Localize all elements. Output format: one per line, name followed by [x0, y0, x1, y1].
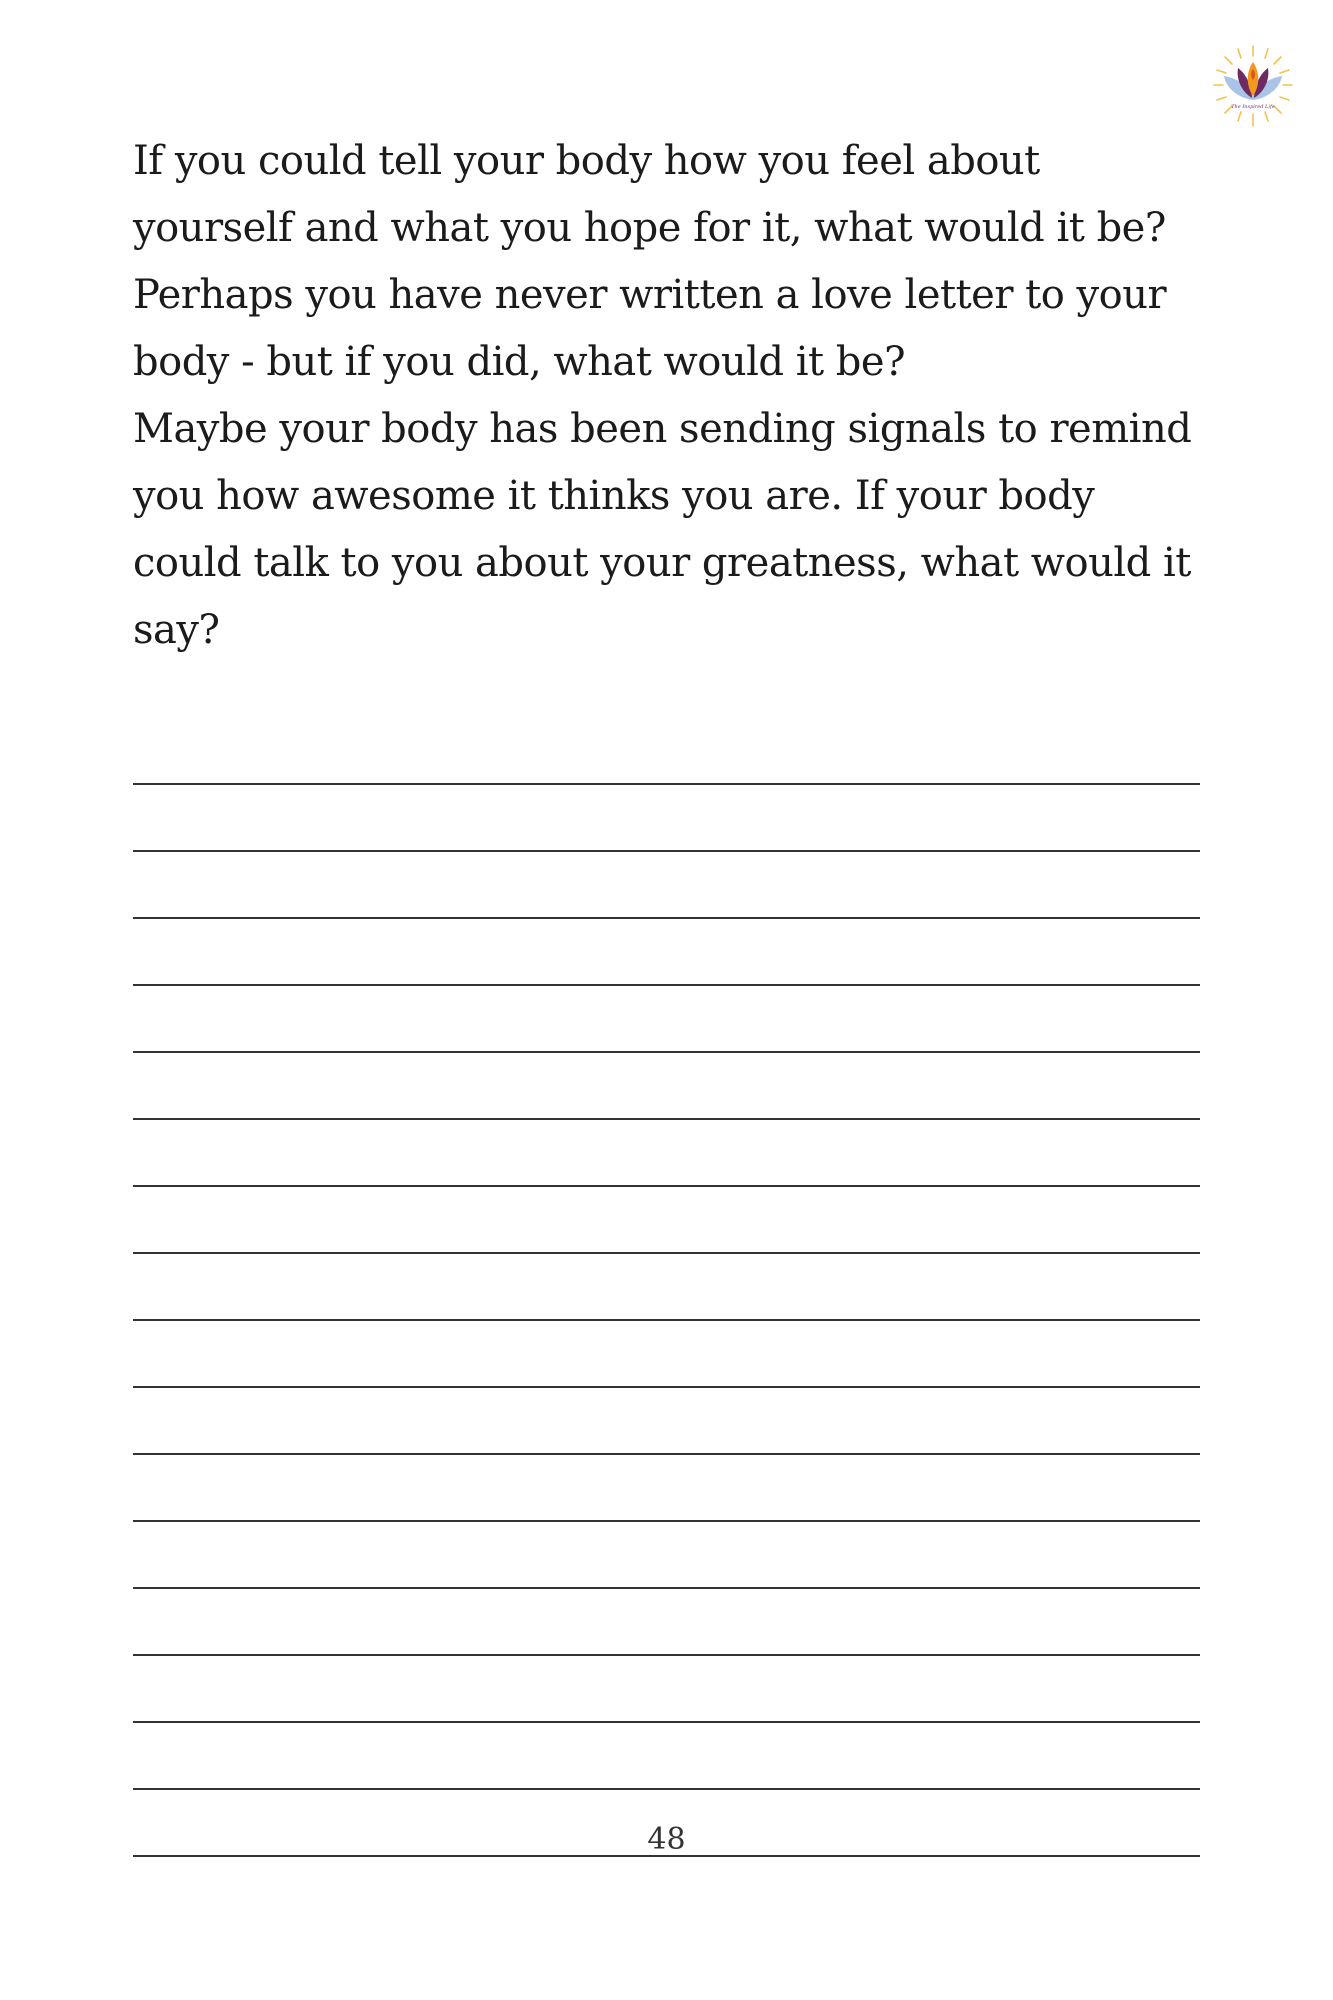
writing-line [133, 1053, 1200, 1120]
writing-line [133, 1321, 1200, 1388]
writing-line [133, 718, 1200, 785]
prompt-line: you how awesome it thinks you are. If your body [133, 473, 1095, 519]
writing-line [133, 1388, 1200, 1455]
writing-line [133, 1187, 1200, 1254]
prompt-line: Perhaps you have never written a love letter to your [133, 272, 1167, 318]
prompt-line: Maybe your body has been sending signals to remind [133, 406, 1192, 452]
writing-line [133, 986, 1200, 1053]
writing-line [133, 1455, 1200, 1522]
prompt-line: body - but if you did, what would it be? [133, 339, 906, 385]
writing-line [133, 852, 1200, 919]
prompt-line: say? [133, 607, 220, 653]
writing-line [133, 1589, 1200, 1656]
lotus-sun-logo-icon [1208, 40, 1298, 130]
writing-area [133, 718, 1200, 1857]
prompt-line: If you could tell your body how you feel about [133, 138, 1040, 184]
prompt-line: could talk to you about your greatness, what would it [133, 540, 1191, 586]
page-number: 48 [647, 1822, 686, 1857]
brand-logo [1208, 40, 1298, 130]
prompt-line: yourself and what you hope for it, what would it be? [133, 205, 1166, 251]
writing-line [133, 1656, 1200, 1723]
writing-line [133, 1522, 1200, 1589]
writing-line [133, 1723, 1200, 1790]
writing-line [133, 785, 1200, 852]
writing-line [133, 1120, 1200, 1187]
writing-line [133, 1254, 1200, 1321]
logo-text: The Inspired Life [1231, 104, 1275, 110]
journal-prompt [133, 128, 1223, 664]
writing-line [133, 919, 1200, 986]
